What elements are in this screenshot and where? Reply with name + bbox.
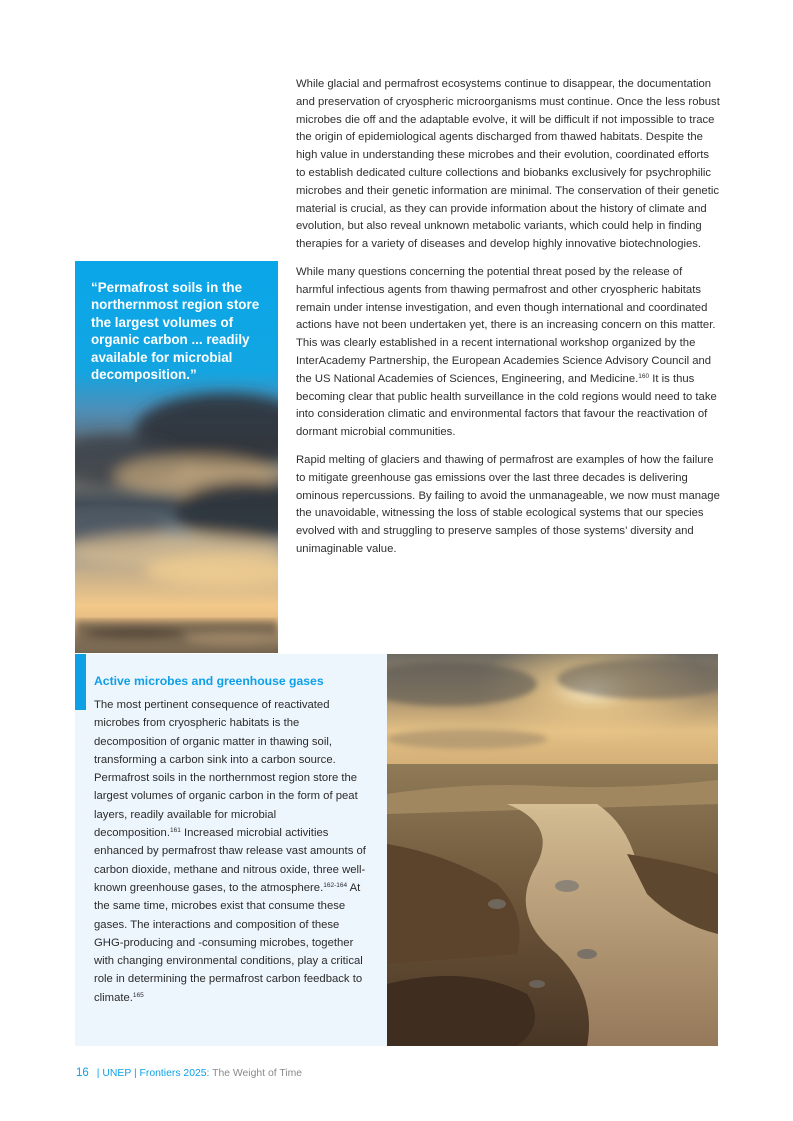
paragraph-1: While glacial and permafrost ecosystems continue to disappear, the documentation and preservation of cryospheric microorganisms must continue. Once the less robust microbes die off and the adaptable evolve, it will be difficult if not impossible to trace the origin of epidemiological agents discharged from thawed habitats. Despite the high value in understanding these microbes and their evolution, coordinated efforts to establish dedicated culture collections and biobanks exclusively for psychrophilic microbes and their genetic information are minimal. The conservation of their genetic material is crucial, as they can provide information about the history of climate and evolution, but also reveal unknown metabolic variants, which could help in finding therapies for a variety of diseases and develop highly innovative biotechnologies.	[296, 78, 720, 251]
main-article-text	[296, 76, 720, 569]
paragraph-2	[296, 264, 720, 442]
reference-160: 160	[638, 372, 650, 380]
box-body-text	[94, 696, 366, 1007]
landscape-illustration	[387, 654, 718, 1046]
page-footer	[76, 1067, 302, 1079]
accent-bar	[75, 654, 86, 710]
reference-162-164: 162-164	[323, 881, 348, 889]
paragraph-2-text-after: It is thus becoming clear that public health surveillance in the cold regions would need to take into consideration climatic and environmental factors that favour the reactivation of dormant microbial communities.	[296, 372, 717, 439]
box-title: Active microbes and greenhouse gases	[94, 674, 324, 688]
reference-161: 161	[169, 827, 181, 835]
pull-quote-text: “Permafrost soils in the northernmost region store the largest volumes of organic carbon ... readily available for microbial decomposition.”	[91, 280, 260, 383]
paragraph-3: Rapid melting of glaciers and thawing of permafrost are examples of how the failure to mitigate greenhouse gas emissions over the last three decades is delivering ominous repercussions. By failing to avoid the unmanageable, we now must manage the unavoidable, witnessing the loss of stable ecological systems that our species evolved with and struggling to preserve samples of those systems’ diversity and unimaginable value.	[296, 453, 720, 555]
paragraph-2-text: While many questions concerning the potential threat posed by the release of harmful infectious agents from thawing permafrost and other cryospheric habitats remain under intense investigation, and even though international and coordinated actions have not been undertaken yet, there is an increasing concern on this matter. This was clearly established in a recent international workshop organized by the InterAcademy Partnership, the European Academies Science Advisory Council and the US National Academies of Sciences, Engineering, and Medicine.	[296, 265, 716, 385]
box-text-1: The most pertinent consequence of reactivated microbes from cryospheric habitats is the decomposition of organic matter in thawing soil, transforming a carbon sink into a carbon source. Permafrost soils in the northernmost region store the largest volumes of organic carbon in the form of peat layers, readily available for microbial decomposition.	[94, 699, 358, 840]
thawing-landscape-image	[387, 654, 718, 1046]
publication-name: | UNEP | Frontiers 2025:	[96, 1068, 210, 1079]
box-text-3: At the same time, microbes exist that consume these gases. The interactions and composition of these GHG-producing and -consuming microbes, together with changing environmental conditions, play a critical role in determining the permafrost carbon feedback to climate.	[94, 881, 363, 1004]
sidebar-box	[75, 654, 387, 1046]
page-number: 16	[76, 1067, 89, 1079]
publication-subtitle: The Weight of Time	[209, 1068, 303, 1079]
pull-quote-panel	[75, 261, 278, 653]
reference-165: 165	[132, 991, 144, 999]
box-text-2: Increased microbial activities enhanced by permafrost thaw release vast amounts of carbon dioxide, methane and nitrous oxide, three well-known greenhouse gases, to the atmosphere.	[94, 827, 366, 894]
